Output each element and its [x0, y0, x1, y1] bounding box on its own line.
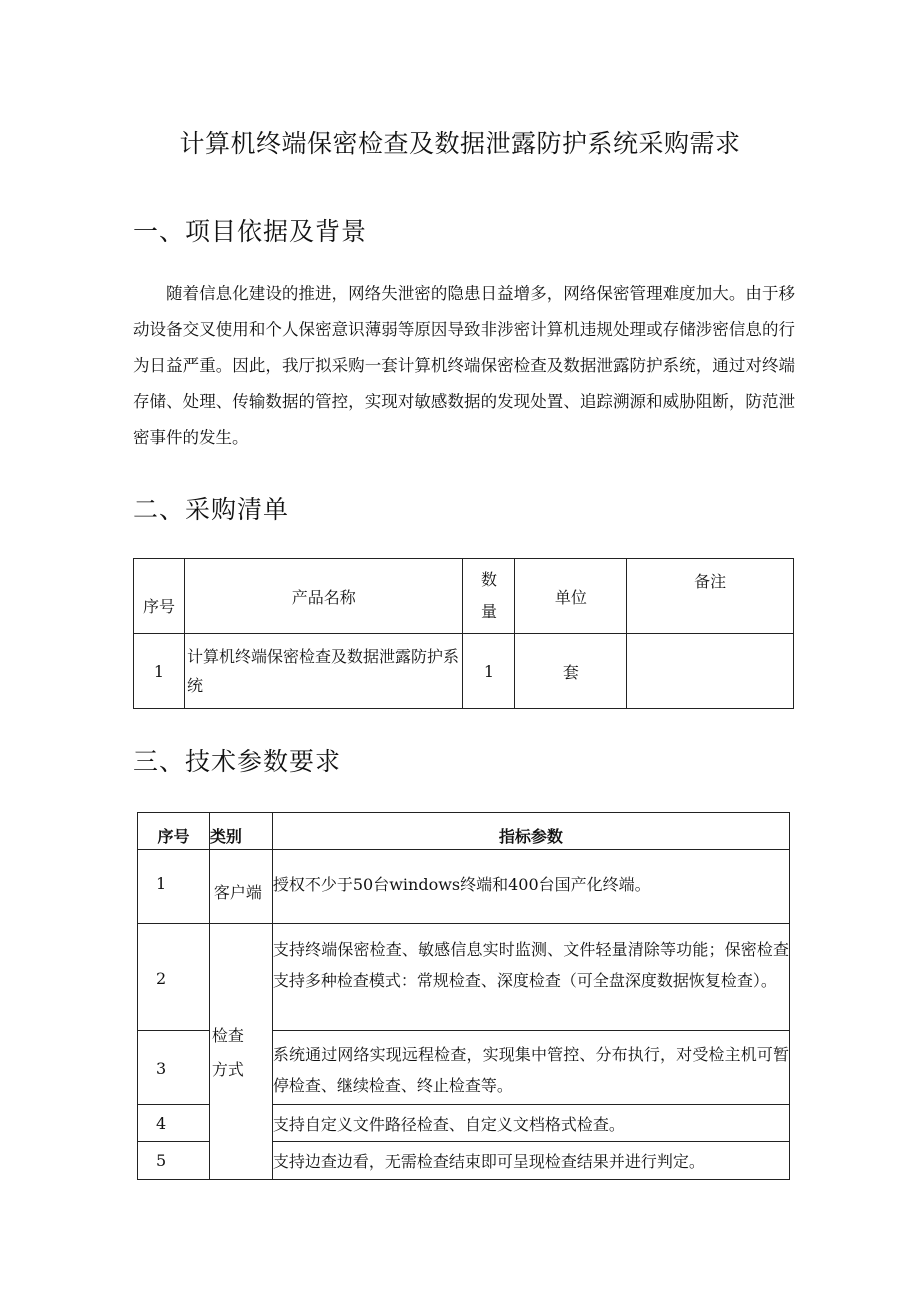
table-row [138, 924, 790, 1031]
cell-seq: 5 [138, 1142, 210, 1180]
table-header-row [138, 813, 790, 850]
cell-spec: 支持终端保密检查、敏感信息实时监测、文件轻量清除等功能；保密检查支持多种检查模式：常规检查、深度检查（可全盘深度数据恢复检查）。 [272, 924, 789, 1031]
cell-seq: 3 [138, 1031, 210, 1105]
background-paragraph: 随着信息化建设的推进，网络失泄密的隐患日益增多，网络保密管理难度加大。由于移动设备交叉使用和个人保密意识薄弱等原因导致非涉密计算机违规处理或存储涉密信息的行为日益严重。因此，我厅拟采购一套计算机终端保密检查及数据泄露防护系统，通过对终端存储、处理、传输数据的管控，实现对敏感数据的发现处置、追踪溯源和威胁阻断，防范泄密事件的发生。 [133, 284, 795, 447]
header-seq: 序号 [134, 559, 185, 634]
cell-seq: 1 [138, 850, 210, 924]
header-quantity-line1: 数 [480, 570, 497, 589]
header-quantity [463, 559, 515, 634]
cell-remark [627, 634, 794, 709]
procurement-table [133, 558, 794, 709]
cell-quantity: 1 [463, 634, 515, 709]
header-category: 类别 [209, 813, 272, 850]
document-title: 计算机终端保密检查及数据泄露防护系统采购需求 [179, 129, 741, 158]
header-remark: 备注 [627, 559, 794, 634]
cell-unit: 套 [515, 634, 627, 709]
table-row [134, 634, 794, 709]
table-header-row [134, 559, 794, 634]
cell-seq: 1 [134, 634, 185, 709]
table-row [138, 850, 790, 924]
header-spec: 指标参数 [272, 813, 789, 850]
cell-category: 客户端 [209, 850, 272, 924]
cell-product-name: 计算机终端保密检查及数据泄露防护系统 [184, 634, 463, 709]
section-heading-technical-requirements: 三、技术参数要求 [133, 747, 342, 776]
cell-category-merged: 检查方式 [209, 924, 272, 1180]
cell-seq: 4 [138, 1105, 210, 1142]
cell-spec: 系统通过网络实现远程检查，实现集中管控、分布执行，对受检主机可暂停检查、继续检查、终止检查等。 [272, 1031, 789, 1105]
section-heading-procurement-list: 二、采购清单 [133, 495, 290, 524]
header-quantity-line2: 量 [480, 602, 497, 621]
header-seq: 序号 [138, 813, 210, 850]
cell-seq: 2 [138, 924, 210, 1031]
header-unit: 单位 [515, 559, 627, 634]
cell-spec: 支持边查边看，无需检查结束即可呈现检查结果并进行判定。 [272, 1142, 789, 1180]
header-product-name: 产品名称 [184, 559, 463, 634]
technical-spec-table [137, 812, 790, 1180]
cell-spec: 授权不少于50台windows终端和400台国产化终端。 [272, 850, 789, 924]
cell-spec: 支持自定义文件路径检查、自定义文档格式检查。 [272, 1105, 789, 1142]
section-heading-background: 一、项目依据及背景 [133, 217, 368, 246]
